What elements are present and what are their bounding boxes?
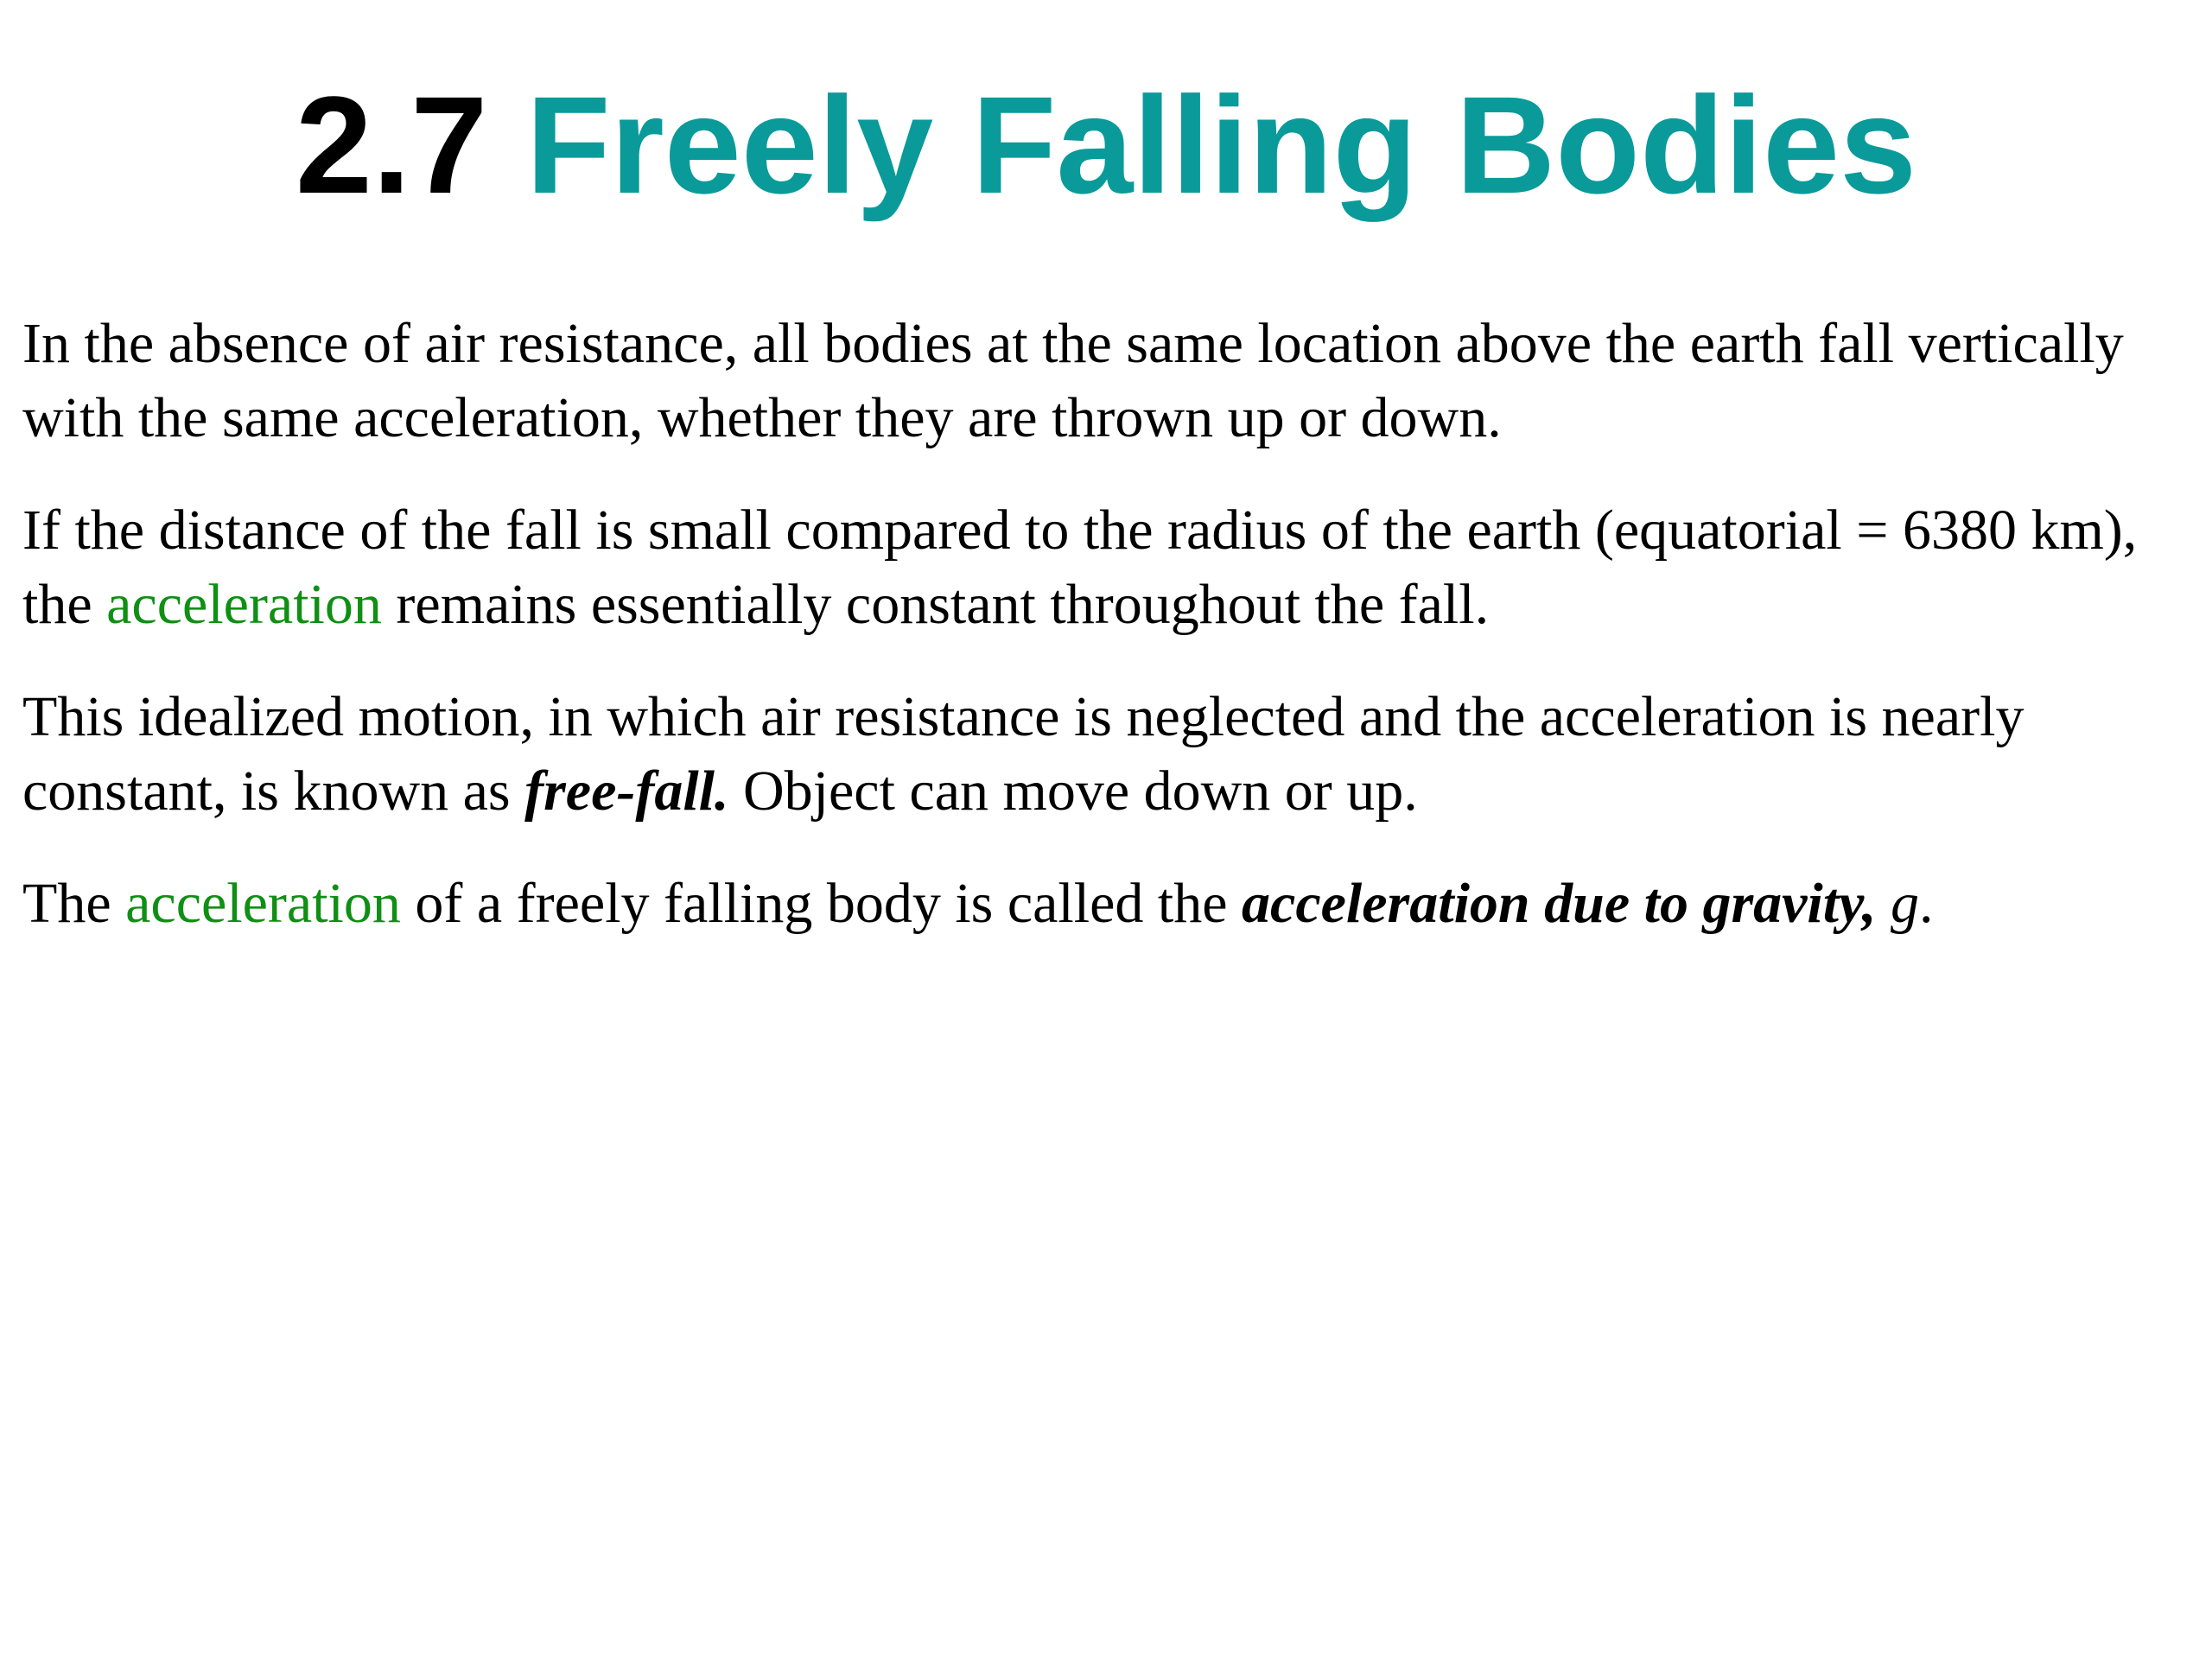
paragraph-text-before: The [22,872,126,935]
gravity-symbol: g [1890,872,1919,935]
highlighted-term-acceleration: acceleration [106,573,382,636]
paragraph-free-fall [22,680,2200,829]
paragraph-gravity [22,867,2200,941]
paragraph-text-after: remains essentially constant throughout the fall. [381,573,1490,636]
highlighted-term-acceleration: acceleration [125,872,401,935]
paragraph-text-end: . [1918,872,1934,935]
paragraph-text: In the absence of air resistance, all bodies at the same location above the earth fall vertically with the same acceleration, whether they are thrown up or down. [22,312,2124,449]
paragraph-text-middle: of a freely falling body is called the [400,872,1243,935]
paragraph-text-after: Object can move down or up. [728,760,1418,823]
paragraph-text-before: If the distance of the fall is small compared to the radius of the earth (equatorial = 6380 km), the [22,499,2138,636]
defined-term-gravity: acceleration due to gravity, [1242,872,1877,935]
paragraph-air-resistance [22,307,2200,455]
defined-term-free-fall: free-fall. [524,760,729,823]
section-title: Freely Falling Bodies [525,67,1917,222]
paragraph-text-before: This idealized motion, in which air resistance is neglected and the acceleration is nearly constant, is known as [22,685,2024,823]
section-number: 2.7 [295,67,488,222]
slide-title [0,69,2212,221]
slide-body [22,307,2200,979]
paragraph-constant-acceleration [22,493,2200,642]
